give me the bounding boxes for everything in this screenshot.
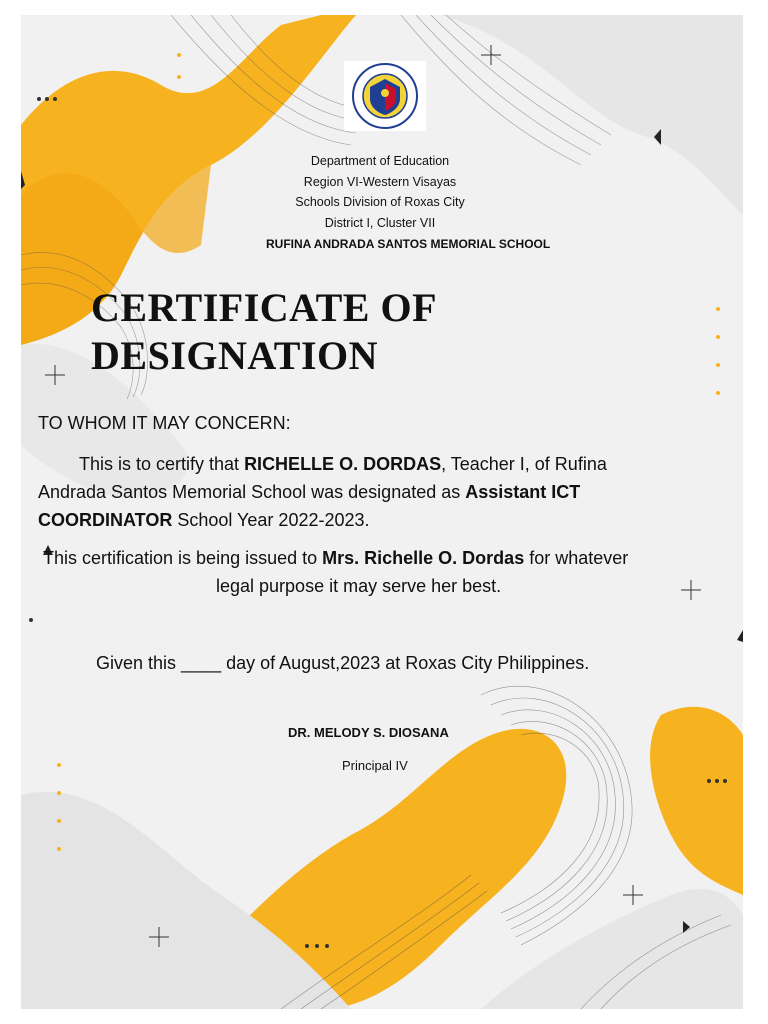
p1-post: School Year 2022-2023. xyxy=(172,510,370,530)
deped-seal xyxy=(344,61,426,131)
school-name: RUFINA ANDRADA SANTOS MEMORIAL SCHOOL xyxy=(266,237,551,251)
signatory-position: Principal IV xyxy=(342,758,408,773)
header-line-3: Schools Division of Roxas City xyxy=(295,195,465,209)
p2-pre: This certification is being issued to xyxy=(43,548,323,568)
p1-pre: This is to certify that xyxy=(79,454,245,474)
grey-wave-bottom-right xyxy=(481,889,743,1009)
paragraph-1-line-2 xyxy=(38,482,580,503)
p1-role-1: Assistant ICT xyxy=(465,482,581,502)
given-line: Given this ____ day of August,2023 at Roxas City Philippines. xyxy=(96,653,590,673)
certificate-title-line-1: CERTIFICATE OF xyxy=(91,285,438,330)
p2-post: for whatever xyxy=(524,548,629,568)
p1-line2: Andrada Santos Memorial School was designated as xyxy=(38,482,466,502)
header-line-1: Department of Education xyxy=(310,154,450,168)
paragraph-1-line-3 xyxy=(38,510,370,531)
paragraph-1-line-1 xyxy=(79,454,607,475)
header-line-4: District I, Cluster VII xyxy=(324,216,436,230)
certificate-page xyxy=(21,15,743,1009)
p1-name: RICHELLE O. DORDAS xyxy=(244,454,442,474)
signatory-name: DR. MELODY S. DIOSANA xyxy=(288,725,449,740)
p1-role-2: COORDINATOR xyxy=(38,510,173,530)
salutation: TO WHOM IT MAY CONCERN: xyxy=(38,413,291,433)
yellow-wave-bottom-right xyxy=(650,707,743,895)
header-line-2: Region VI-Western Visayas xyxy=(303,175,457,189)
certificate-title-line-2: DESIGNATION xyxy=(91,333,379,378)
p1-mid: , Teacher I, of Rufina xyxy=(441,454,607,474)
paragraph-2-line-1 xyxy=(43,548,628,569)
paragraph-2-line-2: legal purpose it may serve her best. xyxy=(216,576,502,596)
p2-name: Mrs. Richelle O. Dordas xyxy=(322,548,525,568)
